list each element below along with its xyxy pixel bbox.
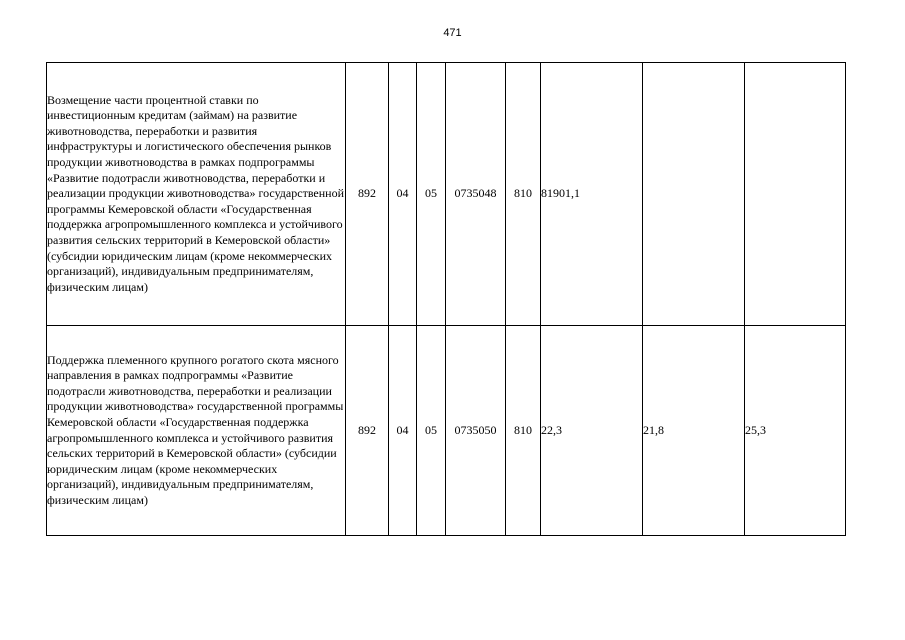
- subsection-code: 05: [417, 63, 446, 326]
- amount-year-1: 22,3: [541, 326, 643, 536]
- section-code: 04: [389, 326, 417, 536]
- row-description: Возмещение части процентной ставки по инвестиционным кредитам (займам) на развитие животноводства, переработки и развития инфраструктуры и логистического обеспечения рынков продукции животноводства в рамках подпрограммы «Развитие подотрасли животноводства, переработки и реализации продукции животноводства» государственной программы Кемеровской области «Государственная поддержка агропромышленного комплекса и устойчивого развития сельских территорий в Кемеровской области» (субсидии юридическим лицам (кроме некоммерческих организаций), индивидуальным предпринимателям, физическим лицам): [47, 63, 346, 326]
- target-article-code: 0735050: [446, 326, 506, 536]
- ministry-code: 892: [346, 326, 389, 536]
- subsection-code: 05: [417, 326, 446, 536]
- target-article-code: 0735048: [446, 63, 506, 326]
- row-description: Поддержка племенного крупного рогатого скота мясного направления в рамках подпрограммы «Развитие подотрасли животноводства, переработки и реализации продукции животноводства» государственной программы Кемеровской области «Государственная поддержка агропромышленного комплекса и устойчивого развития сельских территорий в Кемеровской области» (субсидии юридическим лицам (кроме некоммерческих организаций), индивидуальным предпринимателям, физическим лицам): [47, 326, 346, 536]
- expense-type-code: 810: [506, 326, 541, 536]
- amount-year-2: [643, 63, 745, 326]
- page-number: 471: [443, 27, 462, 39]
- table-row: [47, 63, 846, 326]
- budget-table: [46, 62, 846, 536]
- ministry-code: 892: [346, 63, 389, 326]
- table-row: [47, 326, 846, 536]
- amount-year-1: 81901,1: [541, 63, 643, 326]
- section-code: 04: [389, 63, 417, 326]
- amount-year-3: 25,3: [745, 326, 846, 536]
- amount-year-3: [745, 63, 846, 326]
- amount-year-2: 21,8: [643, 326, 745, 536]
- expense-type-code: 810: [506, 63, 541, 326]
